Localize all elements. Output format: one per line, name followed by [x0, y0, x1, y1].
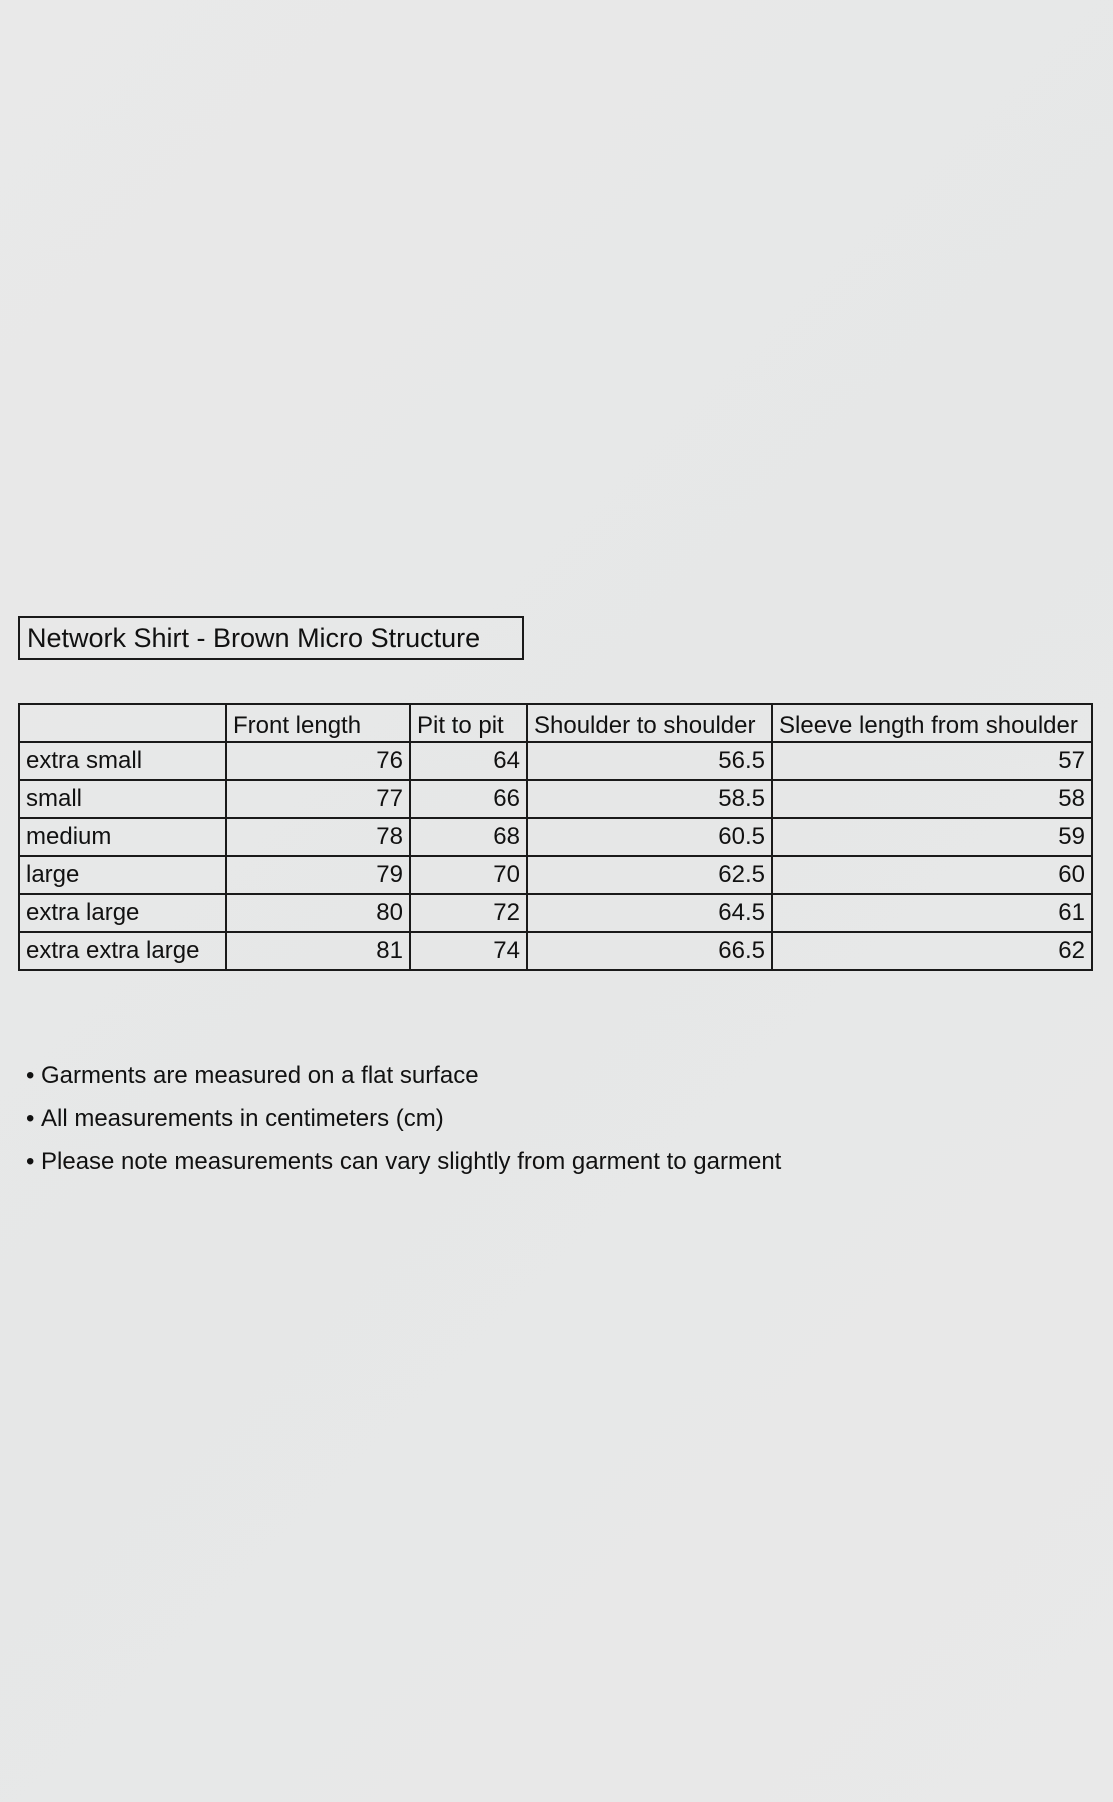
shoulder-value: 58.5 — [527, 780, 772, 818]
front-length-value: 76 — [226, 742, 410, 780]
size-label: medium — [19, 818, 226, 856]
bullet-icon: • — [26, 1105, 35, 1132]
table-header-row — [19, 704, 1092, 742]
size-chart-table — [18, 703, 1093, 971]
front-length-value: 80 — [226, 894, 410, 932]
pit-to-pit-value: 64 — [410, 742, 527, 780]
front-length-value: 79 — [226, 856, 410, 894]
sleeve-length-value: 60 — [772, 856, 1092, 894]
sleeve-length-value: 62 — [772, 932, 1092, 970]
pit-to-pit-value: 68 — [410, 818, 527, 856]
product-title-text: Network Shirt - Brown Micro Structure — [27, 622, 481, 653]
note-text: Garments are measured on a flat surface — [41, 1062, 479, 1089]
sleeve-length-value: 57 — [772, 742, 1092, 780]
header-cell-sleeve-length: Sleeve length from shoulder — [772, 704, 1092, 742]
product-title — [18, 616, 524, 660]
sleeve-length-value: 58 — [772, 780, 1092, 818]
shoulder-value: 64.5 — [527, 894, 772, 932]
pit-to-pit-value: 66 — [410, 780, 527, 818]
size-label: large — [19, 856, 226, 894]
pit-to-pit-value: 74 — [410, 932, 527, 970]
header-cell-pit-to-pit: Pit to pit — [410, 704, 527, 742]
front-length-value: 78 — [226, 818, 410, 856]
size-label: extra small — [19, 742, 226, 780]
size-label: extra extra large — [19, 932, 226, 970]
bullet-icon: • — [26, 1148, 35, 1175]
list-item — [26, 1146, 781, 1189]
shoulder-value: 66.5 — [527, 932, 772, 970]
header-cell-shoulder-to-shoulder: Shoulder to shoulder — [527, 704, 772, 742]
header-cell-front-length: Front length — [226, 704, 410, 742]
shoulder-value: 56.5 — [527, 742, 772, 780]
list-item — [26, 1103, 781, 1146]
measurement-notes — [26, 1060, 781, 1189]
list-item — [26, 1060, 781, 1103]
front-length-value: 77 — [226, 780, 410, 818]
pit-to-pit-value: 70 — [410, 856, 527, 894]
header-cell-size — [19, 704, 226, 742]
table-row — [19, 856, 1092, 894]
sleeve-length-value: 59 — [772, 818, 1092, 856]
table-row — [19, 818, 1092, 856]
bullet-icon: • — [26, 1062, 35, 1089]
table-row — [19, 894, 1092, 932]
shoulder-value: 62.5 — [527, 856, 772, 894]
pit-to-pit-value: 72 — [410, 894, 527, 932]
note-text: All measurements in centimeters (cm) — [41, 1105, 444, 1132]
sleeve-length-value: 61 — [772, 894, 1092, 932]
table-row — [19, 780, 1092, 818]
table-row — [19, 932, 1092, 970]
size-label: small — [19, 780, 226, 818]
shoulder-value: 60.5 — [527, 818, 772, 856]
front-length-value: 81 — [226, 932, 410, 970]
table-row — [19, 742, 1092, 780]
note-text: Please note measurements can vary slightly from garment to garment — [41, 1148, 782, 1175]
size-label: extra large — [19, 894, 226, 932]
